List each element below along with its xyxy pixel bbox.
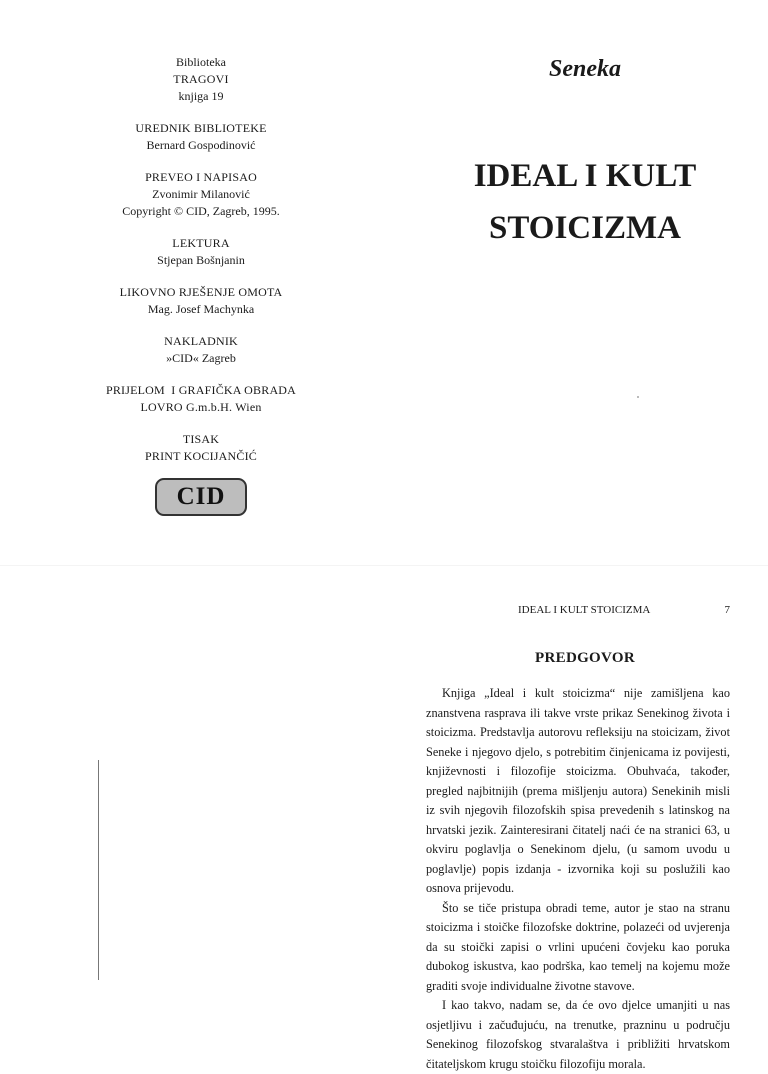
publisher-logo: CID (155, 478, 247, 516)
speck (637, 396, 639, 398)
imprint-line: Copyright © CID, Zagreb, 1995. (122, 204, 280, 218)
book-title (440, 150, 730, 254)
print-info (96, 431, 306, 465)
cover-design-info (96, 284, 306, 318)
section-title: PREDGOVOR (535, 650, 635, 666)
imprint-line: LEKTURA (172, 236, 230, 250)
imprint-line: TRAGOVI (173, 72, 229, 86)
title-line: IDEAL I KULT (473, 158, 697, 194)
title-line: STOICIZMA (489, 210, 681, 246)
imprint-line: TISAK (182, 432, 220, 446)
margin-line (98, 760, 99, 980)
imprint-line: Stjepan Bošnjanin (157, 253, 245, 267)
proofreading-info (96, 235, 306, 269)
imprint-line: LOVRO G.m.b.H. Wien (140, 400, 262, 414)
editor-info (96, 120, 306, 154)
page-divider (0, 565, 768, 566)
publisher-info (96, 333, 306, 367)
imprint-line: Biblioteka (176, 55, 226, 69)
paragraph: I kao takvo, nadam se, da će ovo djelce umanjiti u nas osjetljivu i začuđujuću, na trenutke, prazninu u području Senekinog filozofskog stvaralaštva i približiti hrvatskom čitateljskom krugu stoičku filozofiju morala. (426, 998, 730, 1071)
imprint-line: Zvonimir Milanović (152, 187, 250, 201)
layout-info (96, 382, 306, 416)
imprint-block (96, 54, 306, 480)
running-head-title: IDEAL I KULT STOICIZMA (518, 604, 651, 616)
imprint-line: LIKOVNO RJEŠENJE OMOTA (119, 285, 283, 299)
imprint-line: PREVEO I NAPISAO (145, 170, 257, 184)
paragraph: Knjiga „Ideal i kult stoicizma“ nije zamišljena kao znanstvena rasprava ili takve vrste prikaz Senekinog života i stoicizma. Predstavlja autorovu refleksiju na stoicizam, život Seneke i njegovo djelo, s potrebitim činjenicama iz povijesti, književnosti i filozofije stoicizma. Obuhvaća, također, pregled najbitnijih (prema mišljenju autora) Senekinih misli iz svih njegovih filozofskih spisa prevedenih s latinskog na hrvatski jezik. Zainteresirani čitatelj naći će na stranici 63, u okviru poglavlja o Senekinom djelu, (u samom uvodu u poglavlje) popis izdanja - izvornika koji su poslužili kao osnova prijevodu. (426, 686, 730, 895)
imprint-line: Bernard Gospodinović (146, 138, 256, 152)
imprint-line: PRINT KOCIJANČIĆ (145, 449, 257, 463)
imprint-line: knjiga 19 (178, 89, 224, 103)
author-name: Seneka (549, 56, 621, 82)
imprint-line: PRIJELOM I GRAFIČKA OBRADA (105, 383, 297, 397)
imprint-line: NAKLADNIK (164, 334, 238, 348)
page-number: 7 (724, 604, 730, 616)
paragraph: Što se tiče pristupa obradi teme, autor je stao na stranu stoicizma i stoičke filozofske doktrine, polazeći od uvjerenja da su stoički zapisi o vrlini upućeni čovjeku kao poruka dubokog iskustva, kao podrška, kao temelj na kojemu može graditi svoje individualne životne stavove. (426, 900, 730, 993)
translator-info (96, 169, 306, 220)
body-text (426, 684, 730, 1074)
imprint-line: UREDNIK BIBLIOTEKE (135, 121, 267, 135)
imprint-line: »CID« Zagreb (166, 351, 236, 365)
series-info (96, 54, 306, 105)
imprint-line: Mag. Josef Machynka (147, 302, 255, 316)
